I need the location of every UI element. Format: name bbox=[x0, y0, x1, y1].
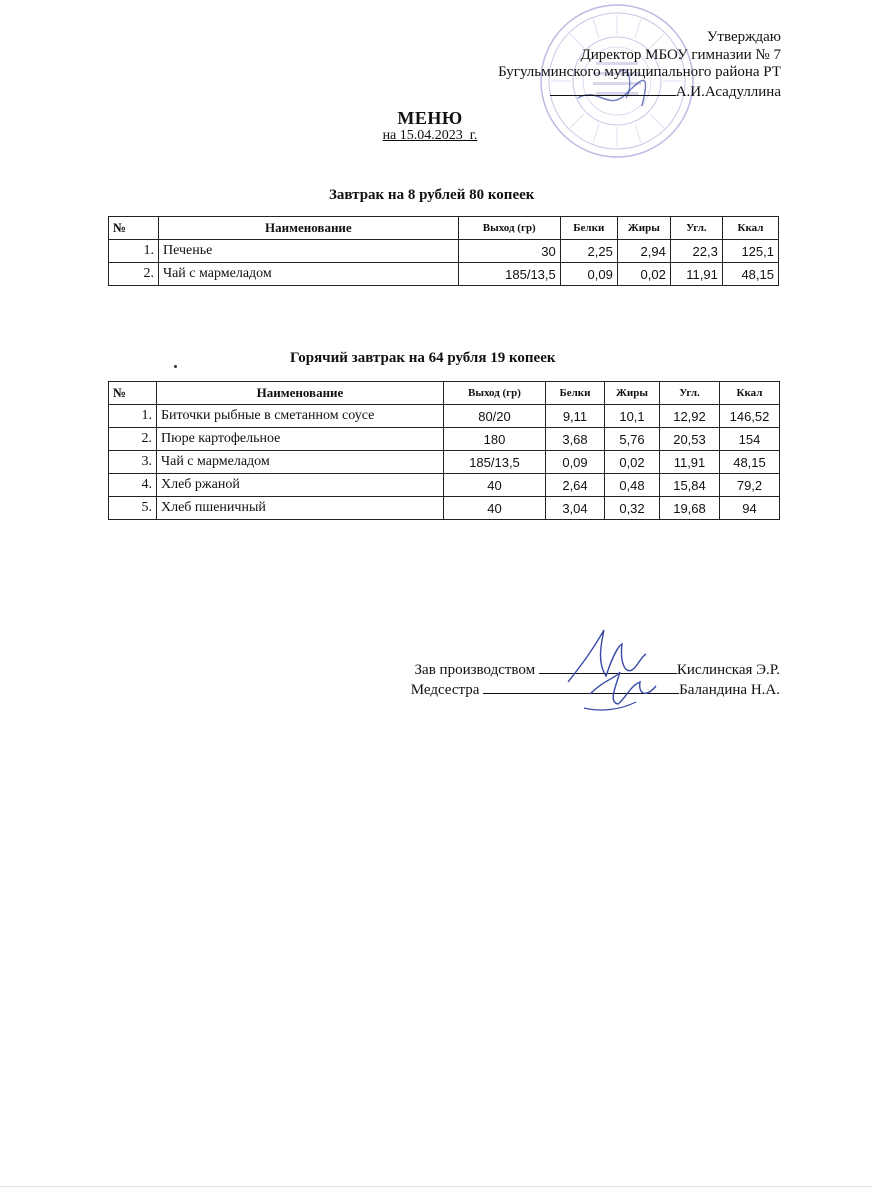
dish-fat: 2,94 bbox=[617, 240, 670, 263]
dish-protein: 3,04 bbox=[546, 497, 605, 520]
dish-fat: 5,76 bbox=[605, 428, 660, 451]
dish-output: 40 bbox=[444, 474, 546, 497]
dish-fat: 0,02 bbox=[617, 263, 670, 286]
dish-protein: 2,25 bbox=[560, 240, 617, 263]
dish-protein: 0,09 bbox=[546, 451, 605, 474]
row-number: 1. bbox=[109, 240, 159, 263]
row-number: 5. bbox=[109, 497, 157, 520]
table-header-row bbox=[109, 217, 779, 240]
table-row bbox=[109, 240, 779, 263]
nurse-name: Баландина Н.А. bbox=[679, 682, 780, 698]
scan-artifact-line bbox=[0, 1186, 873, 1187]
col-fat-header: Жиры bbox=[605, 382, 660, 405]
production-label: Зав производством bbox=[414, 662, 536, 678]
dish-name: Пюре картофельное bbox=[157, 428, 444, 451]
col-output-header: Выход (гр) bbox=[444, 382, 546, 405]
dish-output: 40 bbox=[444, 497, 546, 520]
dish-name: Чай с мармеладом bbox=[158, 263, 458, 286]
dish-kcal: 154 bbox=[720, 428, 780, 451]
table-row bbox=[109, 474, 780, 497]
dish-name: Хлеб ржаной bbox=[157, 474, 444, 497]
dish-protein: 9,11 bbox=[546, 405, 605, 428]
dish-output: 80/20 bbox=[444, 405, 546, 428]
dish-protein: 2,64 bbox=[546, 474, 605, 497]
dish-output: 185/13,5 bbox=[458, 263, 560, 286]
col-name-header: Наименование bbox=[158, 217, 458, 240]
row-number: 1. bbox=[109, 405, 157, 428]
production-name: Кислинская Э.Р. bbox=[676, 662, 780, 678]
dish-output: 185/13,5 bbox=[444, 451, 546, 474]
col-name-header: Наименование bbox=[157, 382, 444, 405]
col-output-header: Выход (гр) bbox=[458, 217, 560, 240]
col-kcal-header: Ккал bbox=[722, 217, 778, 240]
row-number: 3. bbox=[109, 451, 157, 474]
approval-organization: Бугульминского муниципального района РТ bbox=[498, 64, 781, 80]
dish-carbs: 22,3 bbox=[670, 240, 722, 263]
col-carbs-header: Угл. bbox=[670, 217, 722, 240]
approval-title: Утверждаю bbox=[706, 29, 781, 45]
dish-carbs: 20,53 bbox=[660, 428, 720, 451]
table-row bbox=[109, 263, 779, 286]
hot-breakfast-table bbox=[108, 381, 780, 520]
col-kcal-header: Ккал bbox=[720, 382, 780, 405]
dish-output: 180 bbox=[444, 428, 546, 451]
approval-signer-name: А.И.Асадуллина bbox=[675, 83, 781, 100]
approval-position: Директор МБОУ гимназии № 7 bbox=[580, 46, 781, 63]
dish-name: Чай с мармеладом bbox=[157, 451, 444, 474]
dish-output: 30 bbox=[458, 240, 560, 263]
menu-title: МЕНЮ bbox=[397, 108, 463, 128]
col-carbs-header: Угл. bbox=[660, 382, 720, 405]
approval-signature-line bbox=[550, 82, 676, 96]
dish-name: Биточки рыбные в сметанном соусе bbox=[157, 405, 444, 428]
menu-date: на 15.04.2023_г. bbox=[382, 128, 478, 143]
col-number-header: № bbox=[109, 382, 157, 405]
row-number: 2. bbox=[109, 428, 157, 451]
dish-kcal: 125,1 bbox=[722, 240, 778, 263]
hot-breakfast-title: Горячий завтрак на 64 рубля 19 копеек bbox=[290, 350, 556, 366]
dish-kcal: 79,2 bbox=[720, 474, 780, 497]
dish-fat: 0,48 bbox=[605, 474, 660, 497]
breakfast-title: Завтрак на 8 рублей 80 копеек bbox=[329, 187, 535, 203]
col-protein-header: Белки bbox=[560, 217, 617, 240]
table-row bbox=[109, 451, 780, 474]
dish-kcal: 48,15 bbox=[720, 451, 780, 474]
dish-fat: 10,1 bbox=[605, 405, 660, 428]
dish-kcal: 94 bbox=[720, 497, 780, 520]
col-number-header: № bbox=[109, 217, 159, 240]
row-number: 2. bbox=[109, 263, 159, 286]
table-row bbox=[109, 428, 780, 451]
table-row bbox=[109, 405, 780, 428]
dish-carbs: 11,91 bbox=[670, 263, 722, 286]
row-number: 4. bbox=[109, 474, 157, 497]
dish-fat: 0,32 bbox=[605, 497, 660, 520]
breakfast-table bbox=[108, 216, 779, 286]
ink-dot bbox=[174, 365, 177, 368]
nurse-label: Медсестра bbox=[410, 682, 480, 698]
dish-carbs: 15,84 bbox=[660, 474, 720, 497]
col-fat-header: Жиры bbox=[617, 217, 670, 240]
dish-carbs: 12,92 bbox=[660, 405, 720, 428]
dish-carbs: 11,91 bbox=[660, 451, 720, 474]
dish-fat: 0,02 bbox=[605, 451, 660, 474]
table-row bbox=[109, 497, 780, 520]
handwritten-signatures bbox=[560, 624, 670, 716]
dish-name: Хлеб пшеничный bbox=[157, 497, 444, 520]
approval-signer bbox=[421, 82, 781, 102]
dish-kcal: 146,52 bbox=[720, 405, 780, 428]
dish-carbs: 19,68 bbox=[660, 497, 720, 520]
dish-protein: 0,09 bbox=[560, 263, 617, 286]
col-protein-header: Белки bbox=[546, 382, 605, 405]
dish-name: Печенье bbox=[158, 240, 458, 263]
dish-kcal: 48,15 bbox=[722, 263, 778, 286]
dish-protein: 3,68 bbox=[546, 428, 605, 451]
table-header-row bbox=[109, 382, 780, 405]
menu-header bbox=[330, 108, 530, 144]
approval-block bbox=[421, 29, 781, 101]
